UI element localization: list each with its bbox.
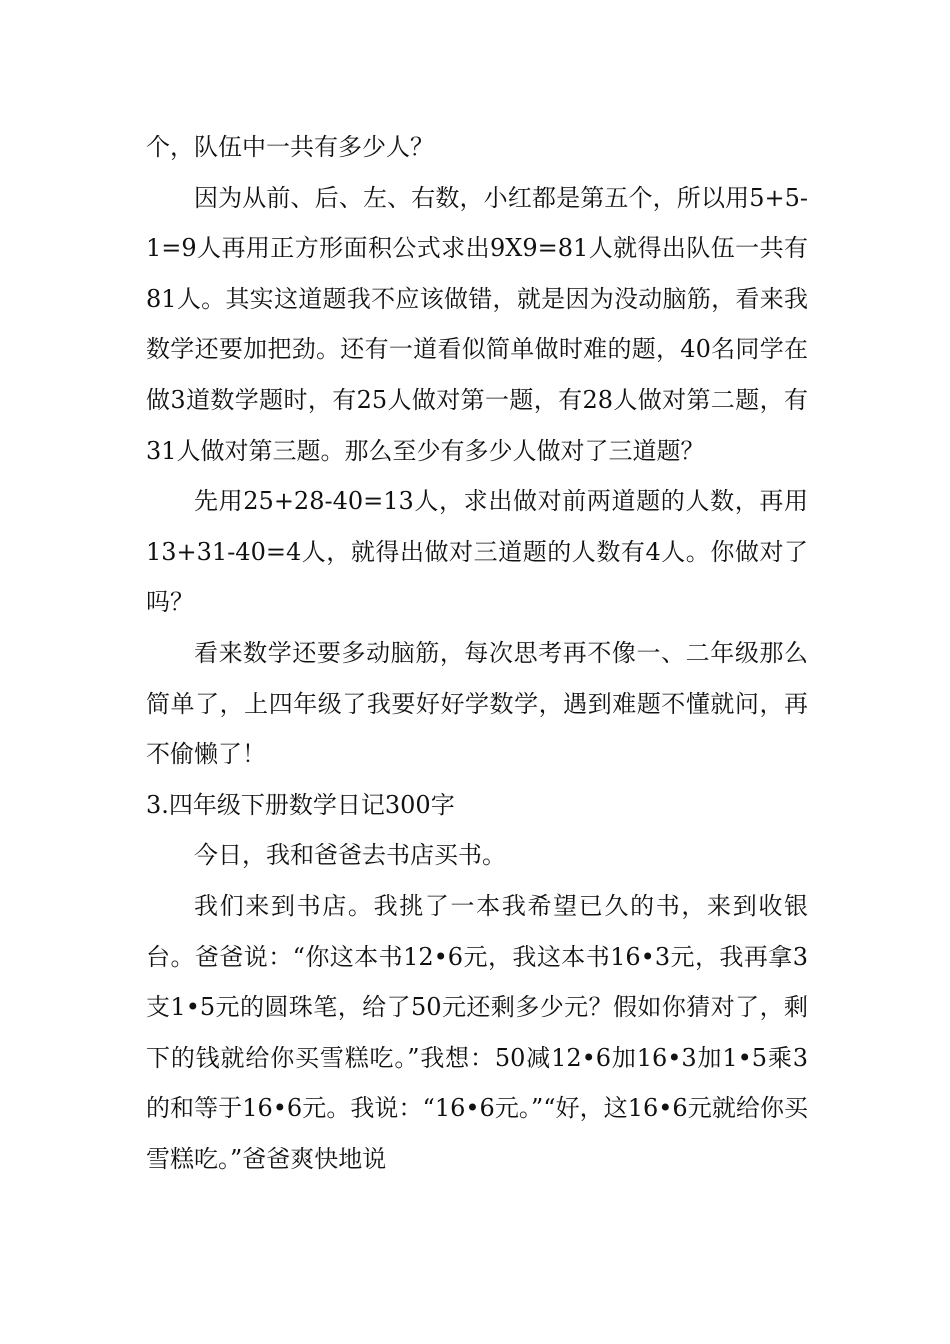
paragraph-queue-question-end: 个，队伍中一共有多少人？	[146, 133, 434, 161]
paragraph-reflection: 看来数学还要多动脑筋，每次思考再不像一、二年级那么简单了，上四年级了我要好好学数学，遇到难题不懂就问，再不偷懒了！	[146, 638, 808, 769]
section-heading-3: 3.四年级下册数学日记300字	[146, 790, 455, 819]
document-body	[146, 122, 808, 1184]
paragraph-queue-solution: 因为从前、后、左、右数，小红都是第五个，所以用5+5-1=9人再用正方形面积公式求出9X9=81人就得出队伍一共有81人。其实这道题我不应该做错，就是因为没动脑筋，看来我数学还要加把劲。还有一道看似简单做时难的题，40名同学在做3道数学题时，有25人做对第一题，有28人做对第二题，有31人做对第三题。那么至少有多少人做对了三道题？	[146, 183, 808, 465]
paragraph-bookstore-intro: 今日，我和爸爸去书店买书。	[194, 841, 506, 870]
paragraph-bookstore-story: 我们来到书店。我挑了一本我希望已久的书，来到收银台。爸爸说：“你这本书12•6元，我这本书16•3元，我再拿3支1•5元的圆珠笔，给了50元还剩多少元？假如你猜对了，剩下的钱就给你买雪糕吃。”我想：50减12•6加16•3加1•5乘3的和等于16•6元。我说：“16•6元。”“好，这16•6元就给你买雪糕吃。”爸爸爽快地说	[146, 891, 808, 1173]
paragraph-three-questions-solution: 先用25+28-40=13人，求出做对前两道题的人数，再用13+31-40=4人，就得出做对三道题的人数有4人。你做对了吗？	[146, 487, 808, 617]
